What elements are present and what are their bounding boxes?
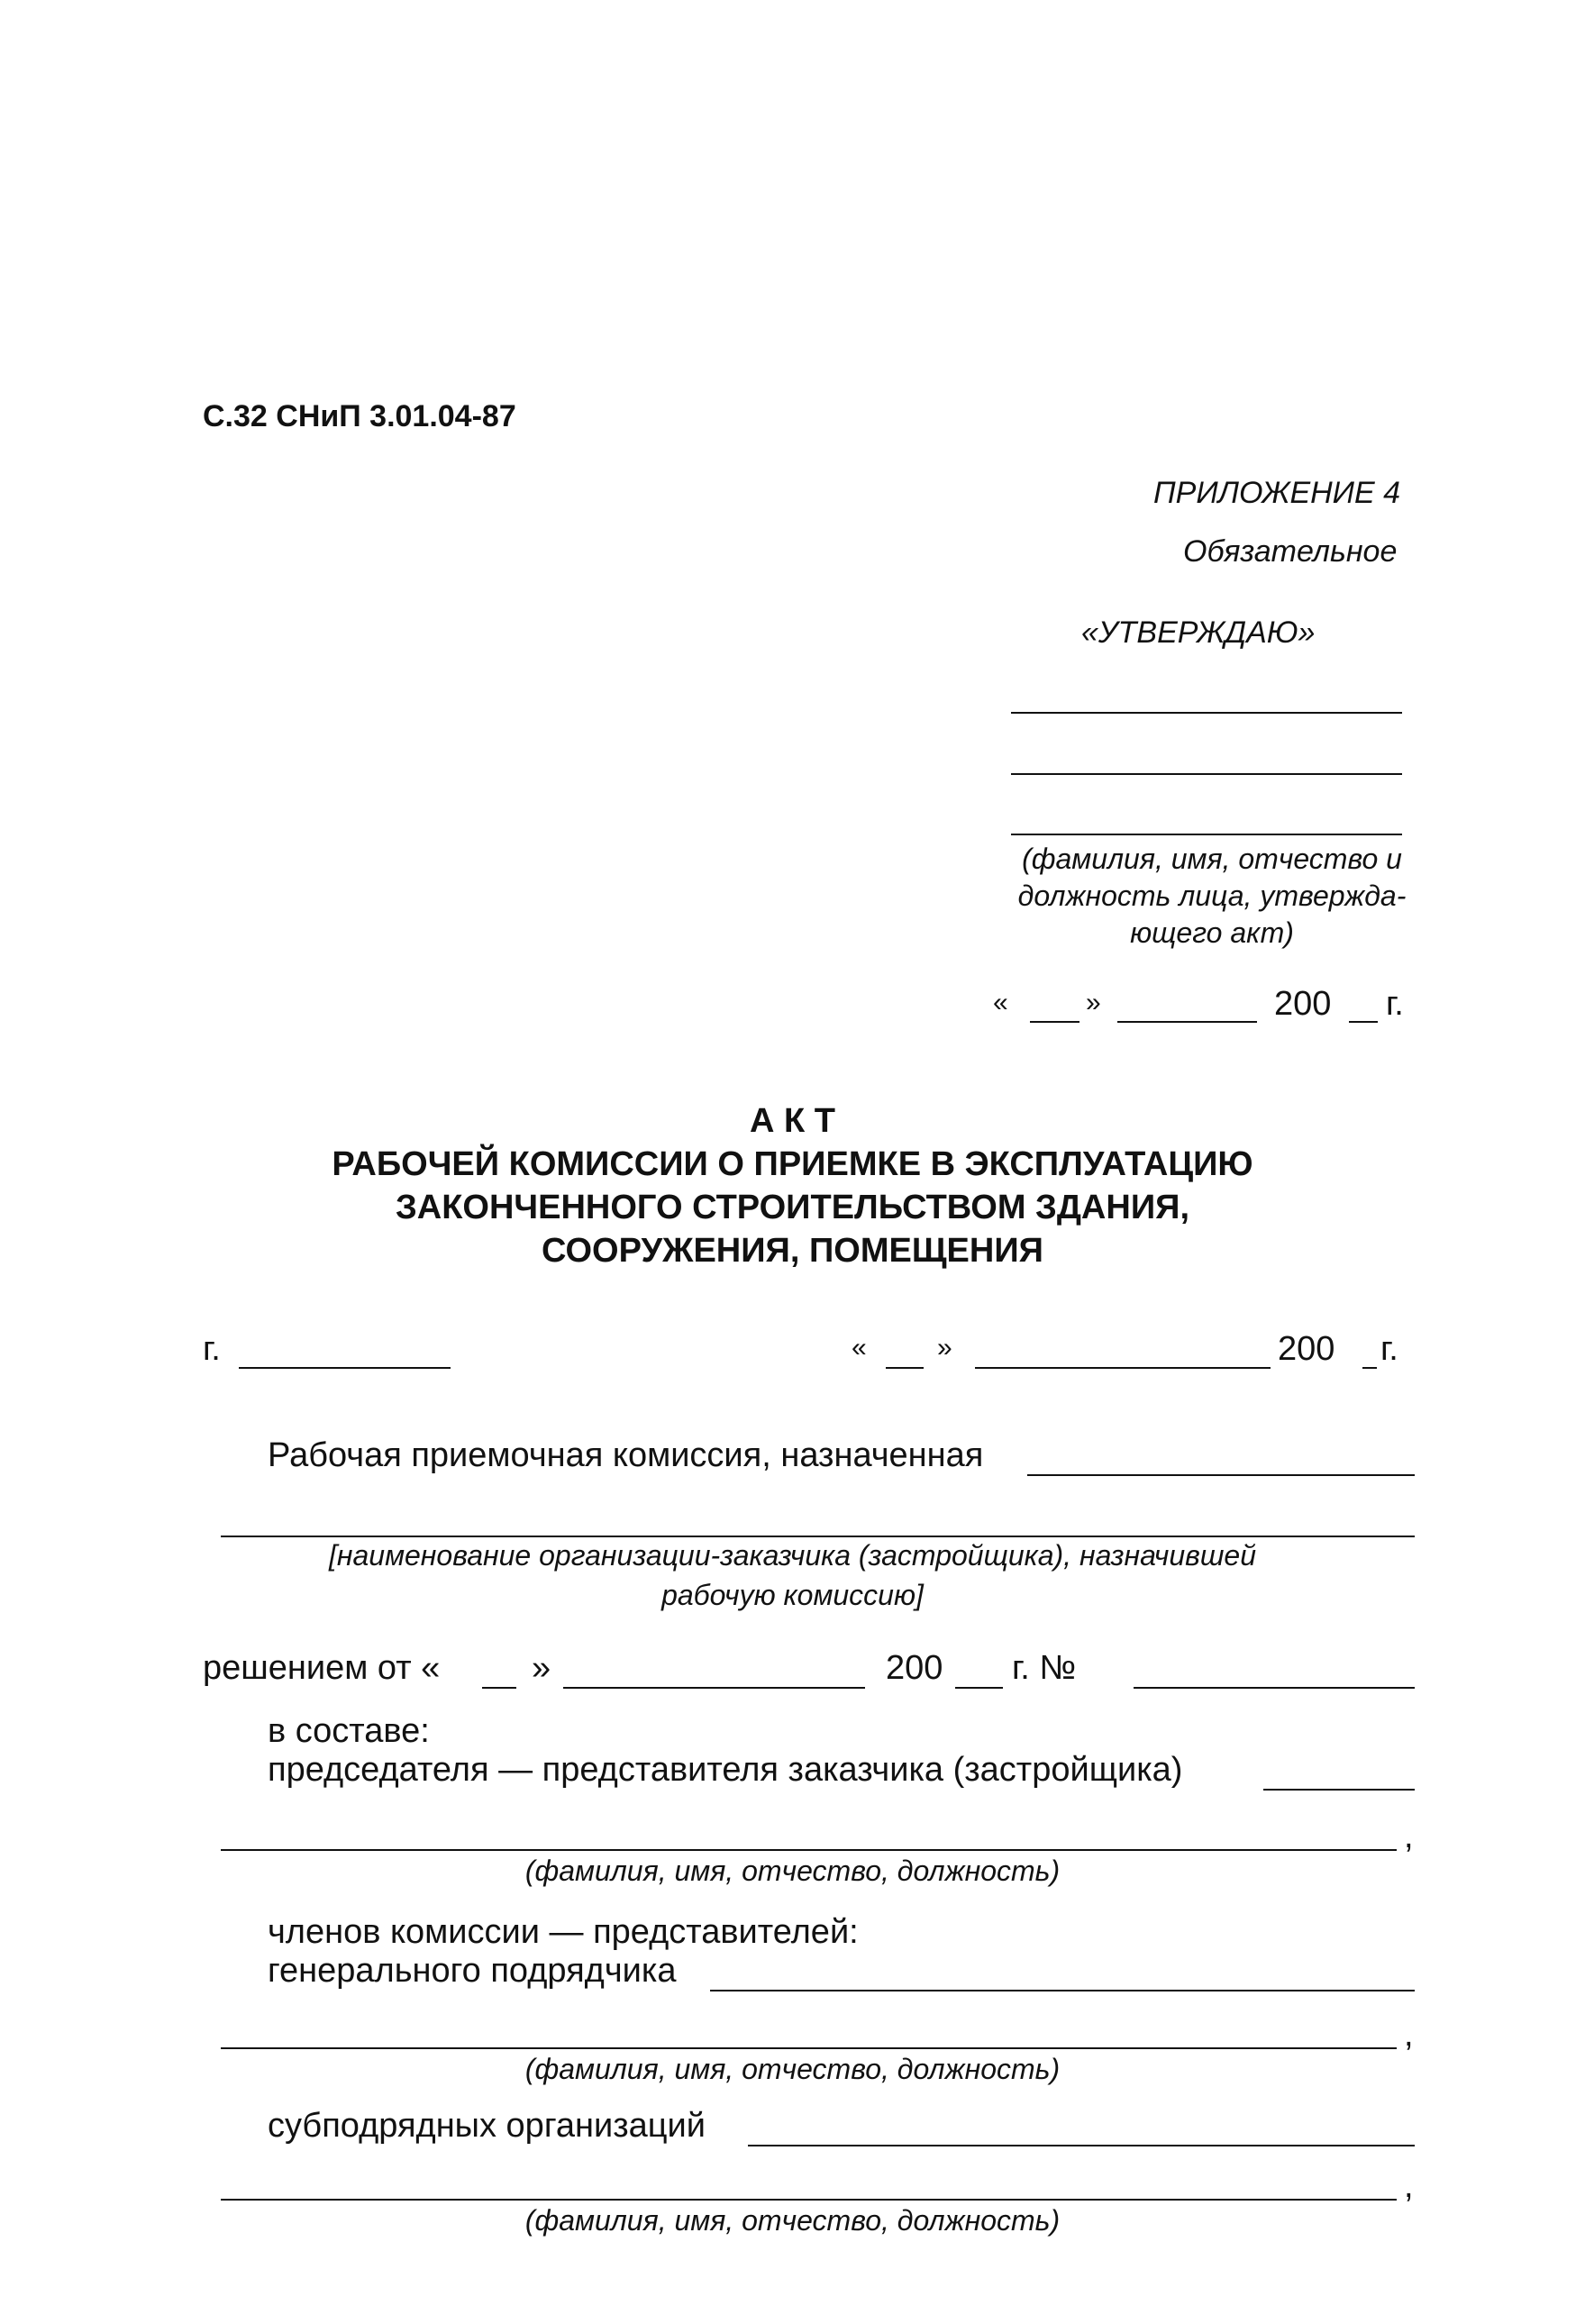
decision-close-quote: » [532, 1649, 551, 1687]
decision-year: 200 [886, 1649, 943, 1687]
act-subtitle-1: РАБОЧЕЙ КОМИССИИ О ПРИЕМКЕ В ЭКСПЛУАТАЦИЮ [332, 1145, 1253, 1183]
approver-line-3 [1011, 834, 1402, 835]
date-day-blank [886, 1367, 924, 1369]
date-month-blank [975, 1367, 1271, 1369]
approver-line-1 [1011, 712, 1402, 714]
chairman-name-blank [221, 1849, 1397, 1851]
date-open-quote: « [852, 1333, 867, 1363]
chairman-caption: (фамилия, имя, отчество, должность) [524, 1855, 1061, 1887]
appendix-label: ПРИЛОЖЕНИЕ 4 [1153, 476, 1401, 510]
top-date-open-quote: « [993, 988, 1008, 1017]
top-date-month-blank [1117, 1021, 1257, 1023]
commission-blank [1027, 1474, 1415, 1476]
subcontractors-comma: , [1404, 2167, 1414, 2205]
top-date-year-blank [1349, 1021, 1378, 1023]
members-label: членов комиссии — представителей: [268, 1913, 859, 1951]
approver-line-2 [1011, 773, 1402, 775]
general-contractor-blank [710, 1990, 1415, 1991]
commission-org-blank [221, 1536, 1415, 1537]
decision-suffix: г. № [1012, 1649, 1077, 1687]
chairman-comma: , [1404, 1818, 1414, 1855]
approver-caption-3: ющего акт) [1130, 916, 1294, 949]
decision-day-blank [482, 1687, 516, 1689]
date-year: 200 [1278, 1330, 1335, 1368]
act-title: А К Т [750, 1102, 835, 1140]
subcontractors-name-blank [221, 2199, 1397, 2201]
act-subtitle-3: СООРУЖЕНИЯ, ПОМЕЩЕНИЯ [542, 1232, 1043, 1270]
city-blank [239, 1367, 451, 1369]
subcontractors-label: субподрядных организаций [268, 2107, 706, 2145]
mandatory-label: Обязательное [1183, 534, 1398, 569]
general-contractor-name-blank [221, 2047, 1397, 2049]
commission-text: Рабочая приемочная комиссия, назначенная [268, 1436, 984, 1474]
decision-year-blank [955, 1687, 1003, 1689]
approve-label: «УТВЕРЖДАЮ» [1081, 615, 1316, 650]
decision-number-blank [1134, 1687, 1415, 1689]
date-suffix: г. [1380, 1330, 1398, 1368]
date-year-blank [1362, 1367, 1377, 1369]
date-close-quote: » [937, 1333, 952, 1363]
act-subtitle-2: ЗАКОНЧЕННОГО СТРОИТЕЛЬСТВОМ ЗДАНИЯ, [395, 1189, 1189, 1226]
general-contractor-comma: , [1404, 2016, 1414, 2054]
top-date-suffix: г. [1386, 985, 1404, 1023]
decision-month-blank [563, 1687, 865, 1689]
commission-caption-2: рабочую комиссию] [661, 1579, 924, 1611]
city-prefix: г. [203, 1330, 221, 1368]
approver-caption-1: (фамилия, имя, отчество и [1022, 843, 1402, 875]
composition-label: в составе: [268, 1712, 430, 1750]
chairman-blank [1263, 1789, 1415, 1791]
general-contractor-label: генерального подрядчика [268, 1952, 677, 1990]
subcontractors-caption: (фамилия, имя, отчество, должность) [524, 2204, 1061, 2237]
commission-caption-1: [наименование организации-заказчика (застройщика), назначившей [328, 1539, 1257, 1572]
subcontractors-blank [748, 2145, 1415, 2146]
chairman-label: председателя — представителя заказчика (застройщика) [268, 1751, 1183, 1789]
top-date-day-blank [1030, 1021, 1079, 1023]
approver-caption-2: должность лица, утвержда- [1017, 879, 1407, 912]
document-header: С.32 СНиП 3.01.04-87 [203, 399, 516, 433]
top-date-year: 200 [1274, 985, 1332, 1023]
decision-prefix: решением от « [203, 1649, 441, 1687]
top-date-close-quote: » [1086, 988, 1101, 1017]
general-contractor-caption: (фамилия, имя, отчество, должность) [524, 2053, 1061, 2085]
